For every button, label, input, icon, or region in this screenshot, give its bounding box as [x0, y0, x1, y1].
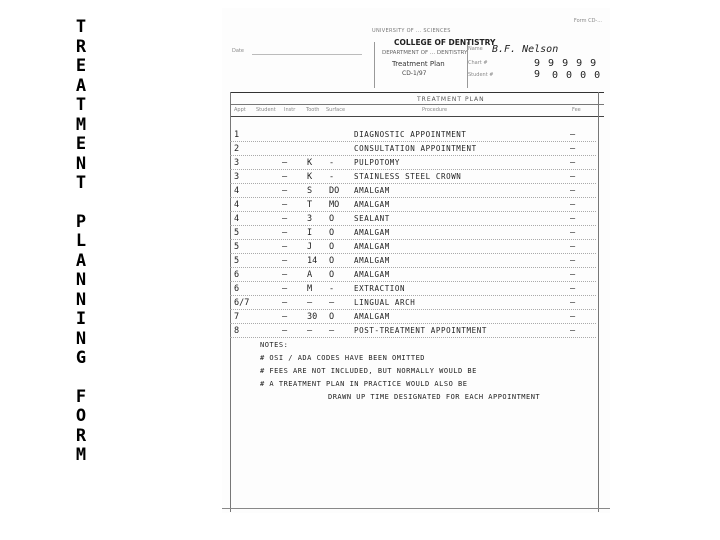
- student-cell: —: [282, 256, 288, 266]
- procedure-cell: POST-TREATMENT APPOINTMENT: [354, 326, 487, 335]
- title-letter: R: [75, 425, 87, 446]
- tooth-cell: —: [307, 298, 313, 308]
- procedure-cell: AMALGAM: [354, 256, 390, 265]
- tooth-cell: T: [307, 200, 313, 210]
- title-letter: T: [75, 173, 87, 193]
- surface-cell: O: [329, 242, 335, 252]
- fee-cell: —: [570, 228, 576, 238]
- appt-cell: 2: [234, 144, 240, 154]
- procedure-cell: SEALANT: [354, 214, 390, 223]
- table-row: [222, 310, 610, 325]
- procedure-cell: DIAGNOSTIC APPOINTMENT: [354, 130, 467, 139]
- appt-cell: 4: [234, 214, 240, 224]
- fee-cell: —: [570, 200, 576, 210]
- student-cell: —: [282, 326, 288, 336]
- table-row: [222, 324, 610, 339]
- procedure-cell: STAINLESS STEEL CROWN: [354, 172, 462, 181]
- tooth-cell: 3: [307, 214, 313, 224]
- student-cell: —: [282, 200, 288, 210]
- col-header-fee: Fee: [572, 107, 581, 113]
- fee-cell: —: [570, 186, 576, 196]
- table-row: [222, 240, 610, 255]
- title-letter: O: [75, 406, 87, 426]
- appt-cell: 6: [234, 270, 240, 280]
- appt-cell: 6/7: [234, 298, 250, 308]
- fee-cell: —: [570, 172, 576, 182]
- surface-cell: O: [329, 214, 335, 224]
- plan-title: Treatment Plan: [392, 60, 445, 68]
- tooth-cell: M: [307, 284, 313, 294]
- form-bottom-rule: [222, 508, 610, 509]
- appt-cell: 8: [234, 326, 240, 336]
- table-row: [222, 184, 610, 199]
- col-header-procedure: Procedure: [422, 107, 448, 113]
- title-letter: G: [75, 348, 87, 368]
- procedure-cell: PULPOTOMY: [354, 158, 401, 167]
- col-header-instr: Instr: [284, 107, 296, 113]
- patient-name: B.F. Nelson: [492, 44, 559, 55]
- title-letter: N: [75, 153, 87, 174]
- fee-cell: —: [570, 130, 576, 140]
- note-line: DRAWN UP TIME DESIGNATED FOR EACH APPOINTMENT: [328, 393, 541, 401]
- student-label: Student #: [468, 72, 494, 78]
- surface-cell: -: [329, 172, 335, 182]
- procedure-cell: AMALGAM: [354, 312, 390, 321]
- title-word-form: [66, 388, 96, 466]
- student-cell: —: [282, 284, 288, 294]
- procedure-cell: AMALGAM: [354, 186, 390, 195]
- tooth-cell: A: [307, 270, 313, 280]
- table-row: [222, 268, 610, 283]
- appt-cell: 5: [234, 242, 240, 252]
- student-cell: —: [282, 228, 288, 238]
- table-row: [222, 226, 610, 241]
- title-letter: N: [75, 270, 87, 290]
- appt-cell: 5: [234, 228, 240, 238]
- notes-section: [260, 339, 590, 404]
- fee-cell: —: [570, 284, 576, 294]
- fee-cell: —: [570, 144, 576, 154]
- title-letter: E: [75, 56, 87, 76]
- title-letter: T: [75, 17, 87, 37]
- table-row: [222, 128, 610, 143]
- title-word-treatment: [66, 18, 96, 194]
- col-header-surface: Surface: [326, 107, 346, 113]
- procedure-cell: AMALGAM: [354, 228, 390, 237]
- surface-cell: O: [329, 312, 335, 322]
- title-letter: M: [75, 114, 87, 135]
- title-letter: I: [75, 309, 87, 329]
- appt-cell: 1: [234, 130, 240, 140]
- title-letter: N: [75, 328, 87, 349]
- fee-cell: —: [570, 214, 576, 224]
- title-letter: N: [75, 289, 87, 310]
- appt-cell: 3: [234, 158, 240, 168]
- student-number: 0 0 0 0: [552, 70, 602, 81]
- fee-cell: —: [570, 242, 576, 252]
- title-letter: P: [75, 211, 87, 232]
- department-name: DEPARTMENT OF ... DENTISTRY: [382, 50, 468, 56]
- student-cell: —: [282, 172, 288, 182]
- procedure-cell: AMALGAM: [354, 200, 390, 209]
- vertical-title: [66, 18, 96, 466]
- table-title: TREATMENT PLAN: [417, 96, 485, 103]
- name-label: Name: [468, 46, 483, 52]
- student-cell: —: [282, 214, 288, 224]
- table-row: [222, 212, 610, 227]
- surface-cell: -: [329, 284, 335, 294]
- title-letter: E: [75, 134, 87, 154]
- table-row: [222, 296, 610, 311]
- title-word-planning: [66, 213, 96, 369]
- college-name: COLLEGE OF DENTISTRY: [394, 38, 496, 47]
- procedure-cell: LINGUAL ARCH: [354, 298, 416, 307]
- student-cell: —: [282, 270, 288, 280]
- surface-cell: -: [329, 158, 335, 168]
- tooth-cell: I: [307, 228, 313, 238]
- treatment-plan-form: [222, 8, 610, 513]
- table-row: [222, 254, 610, 269]
- surface-cell: MO: [329, 200, 340, 210]
- col-header-appt: Appt: [234, 107, 246, 113]
- tooth-cell: J: [307, 242, 313, 252]
- tooth-cell: —: [307, 326, 313, 336]
- note-line: # OSI / ADA CODES HAVE BEEN OMITTED: [260, 354, 426, 362]
- surface-cell: —: [329, 326, 335, 336]
- fee-cell: —: [570, 270, 576, 280]
- student-cell: —: [282, 186, 288, 196]
- appt-cell: 6: [234, 284, 240, 294]
- title-letter: L: [75, 231, 87, 251]
- note-line: # A TREATMENT PLAN IN PRACTICE WOULD ALSO BE: [260, 380, 468, 388]
- chart-label: Chart #: [468, 60, 488, 66]
- notes-title: NOTES:: [260, 341, 289, 349]
- tooth-cell: S: [307, 186, 313, 196]
- table-row: [222, 198, 610, 213]
- fee-cell: —: [570, 312, 576, 322]
- title-letter: M: [75, 445, 87, 465]
- institution-name: UNIVERSITY OF ... SCIENCES: [372, 28, 451, 34]
- tooth-cell: K: [307, 158, 313, 168]
- form-number: Form CD-...: [573, 18, 602, 24]
- tooth-cell: 14: [307, 256, 318, 266]
- appt-cell: 4: [234, 200, 240, 210]
- appt-cell: 5: [234, 256, 240, 266]
- appt-cell: 3: [234, 172, 240, 182]
- title-letter: A: [75, 75, 87, 96]
- surface-cell: DO: [329, 186, 340, 196]
- appt-cell: 4: [234, 186, 240, 196]
- table-row: [222, 142, 610, 157]
- date-label: Date: [232, 48, 244, 54]
- fee-cell: —: [570, 256, 576, 266]
- student-cell: —: [282, 298, 288, 308]
- title-letter: F: [75, 386, 87, 407]
- form-code: CD-1/97: [402, 70, 427, 77]
- fee-cell: —: [570, 298, 576, 308]
- title-letter: T: [75, 95, 87, 115]
- table-row: [222, 170, 610, 185]
- col-header-student: Student: [256, 107, 276, 113]
- surface-cell: —: [329, 298, 335, 308]
- fee-cell: —: [570, 326, 576, 336]
- title-letter: R: [75, 36, 87, 57]
- surface-cell: O: [329, 270, 335, 280]
- tooth-cell: 30: [307, 312, 318, 322]
- surface-cell: O: [329, 228, 335, 238]
- table-row: [222, 156, 610, 171]
- tooth-cell: K: [307, 172, 313, 182]
- appt-cell: 7: [234, 312, 240, 322]
- col-header-tooth: Tooth: [306, 107, 320, 113]
- student-cell: —: [282, 312, 288, 322]
- student-cell: —: [282, 158, 288, 168]
- student-cell: —: [282, 242, 288, 252]
- title-letter: A: [75, 250, 87, 271]
- procedure-cell: EXTRACTION: [354, 284, 406, 293]
- note-line: # FEES ARE NOT INCLUDED, BUT NORMALLY WOULD BE: [260, 367, 477, 375]
- procedure-cell: CONSULTATION APPOINTMENT: [354, 144, 477, 153]
- fee-cell: —: [570, 158, 576, 168]
- table-row: [222, 282, 610, 297]
- procedure-cell: AMALGAM: [354, 242, 390, 251]
- surface-cell: O: [329, 256, 335, 266]
- procedure-cell: AMALGAM: [354, 270, 390, 279]
- record-number: 9 9 9 9 9 9: [534, 58, 598, 80]
